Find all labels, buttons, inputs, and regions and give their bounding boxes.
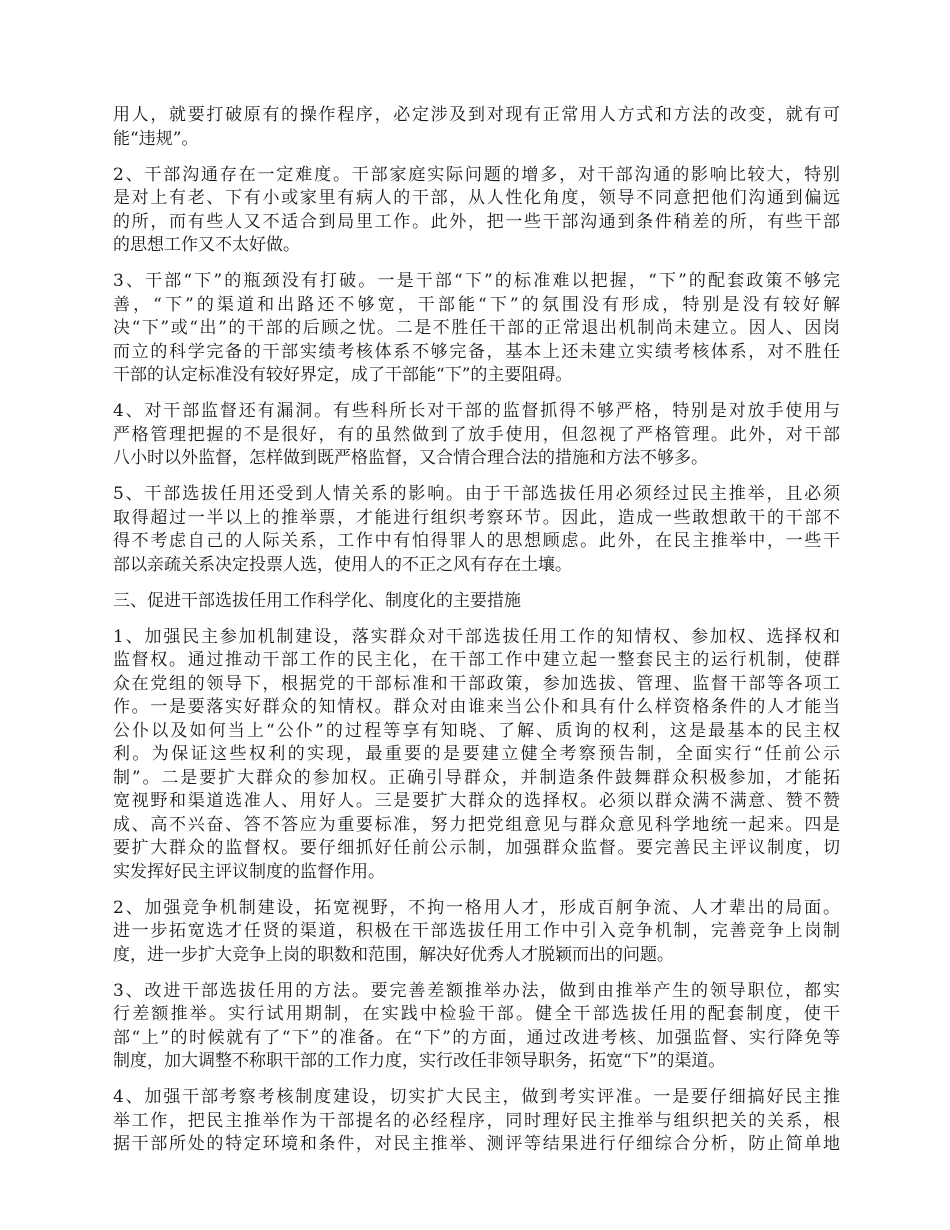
text-line: 4、对干部监督还有漏洞。有些科所长对干部的监督抓得不够严格，特别是对放手使用与 xyxy=(113,401,840,421)
paragraph xyxy=(113,1086,840,1157)
paragraph xyxy=(113,164,840,258)
text-line: 3、干部“下”的瓶颈没有打破。一是干部“下”的标准难以把握，“下”的配套政策不够完 xyxy=(113,271,840,291)
text-line: 制”。二是要扩大群众的参加权。正确引导群众，并制造条件鼓舞群众积极参加，才能拓 xyxy=(113,767,840,788)
text-line: 据干部所处的特定环境和条件，对民主推举、测评等结果进行仔细综合分析，防止简单地 xyxy=(113,1134,840,1154)
text-line: 能“违规”。 xyxy=(113,128,199,149)
text-line: 度，进一步扩大竞争上岗的职数和范围，解决好优秀人才脱颖而出的问题。 xyxy=(113,944,674,965)
text-line: 监督权。通过推动干部工作的民主化，在干部工作中建立起一整套民主的运行机制，使群 xyxy=(113,650,840,670)
text-line: 举工作，把民主推举作为干部提名的必经程序，同时理好民主推举与组织把关的关系，根 xyxy=(113,1110,840,1131)
text-line: 宽视野和渠道选准人、用好人。三是要扩大群众的选择权。必须以群众满不满意、赞不赞 xyxy=(113,791,840,811)
paragraph xyxy=(113,626,840,885)
text-line: 成、高不兴奋、答不答应为重要标准，努力把党组意见与群众意见科学地统一起来。四是 xyxy=(113,814,840,835)
text-line: 而立的科学完备的干部实绩考核体系不够完备，基本上还未建立实绩考核体系，对不胜任 xyxy=(113,341,840,362)
paragraph xyxy=(113,104,840,151)
text-line: 的思想工作又不太好做。 xyxy=(113,235,300,255)
text-line: 2、加强竞争机制建设，拓宽视野，不拘一格用人才，形成百舸争流、人才辈出的局面。 xyxy=(113,897,840,918)
text-line: 是对上有老、下有小或家里有病人的干部，从人性化角度，领导不同意把他们沟通到偏远 xyxy=(113,188,840,208)
paragraph xyxy=(113,980,840,1074)
paragraph xyxy=(113,270,840,388)
paragraph xyxy=(113,483,840,577)
paragraph xyxy=(113,897,840,968)
text-line: 的所，而有些人又不适合到局里工作。此外，把一些干部沟通到条件稍差的所，有些干部 xyxy=(113,211,840,232)
text-line: 4、加强干部考察考核制度建设，切实扩大民主，做到考实评准。一是要仔细搞好民主推 xyxy=(113,1087,840,1107)
text-line: 善，“下”的渠道和出路还不够宽，干部能“下”的氛围没有形成，特别是没有较好解 xyxy=(113,294,840,315)
text-line: 进一步拓宽选才任贤的渠道，积极在干部选拔任用工作中引入竞争机制，完善竞争上岗制 xyxy=(113,921,840,941)
text-line: 三、促进干部选拔任用工作科学化、制度化的主要措施 xyxy=(113,590,521,611)
text-line: 干部的认定标准没有较好界定，成了干部能“下”的主要阻碍。 xyxy=(113,365,573,385)
text-line: 取得超过一半以上的推举票，才能进行组织考察环节。因此，造成一些敢想敢干的干部不 xyxy=(113,507,840,528)
text-line: 部“上”的时候就有了“下”的准备。在“下”的方面，通过改进考核、加强监督、实行降免等 xyxy=(113,1027,840,1048)
text-line: 得不考虑自己的人际关系，工作中有怕得罪人的思想顾虑。此外，在民主推举中，一些干 xyxy=(113,531,840,551)
paragraph xyxy=(113,400,840,471)
paragraph xyxy=(113,590,840,614)
text-line: 2、干部沟通存在一定难度。干部家庭实际问题的增多，对干部沟通的影响比较大，特别 xyxy=(113,164,840,185)
text-line: 利。为保证这些权利的实现，最重要的是要建立健全考察预告制，全面实行“任前公示 xyxy=(113,744,840,764)
text-line: 决“下”或“出”的干部的后顾之忧。二是不胜任干部的正常退出机制尚未建立。因人、因岗 xyxy=(113,318,840,338)
text-line: 3、改进干部选拔任用的方法。要完善差额推举办法，做到由推举产生的领导职位，都实 xyxy=(113,980,840,1001)
text-line: 1、加强民主参加机制建设，落实群众对干部选拔任用工作的知情权、参加权、选择权和 xyxy=(113,626,840,647)
text-line: 严格管理把握的不是很好，有的虽然做到了放手使用，但忽视了严格管理。此外，对干部 xyxy=(113,424,840,445)
text-line: 作。一是要落实好群众的知情权。群众对由谁来当公仆和具有什么样资格条件的人才能当 xyxy=(113,697,840,717)
text-line: 用人，就要打破原有的操作程序，必定涉及到对现有正常用人方式和方法的改变，就有可 xyxy=(113,105,840,125)
text-line: 5、干部选拔任用还受到人情关系的影响。由于干部选拔任用必须经过民主推举，且必须 xyxy=(113,484,840,504)
text-line: 要扩大群众的监督权。要仔细抓好任前公示制，加强群众监督。要完善民主评议制度，切 xyxy=(113,838,840,858)
text-line: 制度，加大调整不称职干部的工作力度，实行改任非领导职务，拓宽“下”的渠道。 xyxy=(113,1051,726,1071)
text-line: 实发挥好民主评议制度的监督作用。 xyxy=(113,861,385,882)
text-line: 行差额推举。实行试用期制，在实践中检验干部。健全干部选拔任用的配套制度，使干 xyxy=(113,1004,840,1024)
text-line: 公仆以及如何当上“公仆”的过程等享有知晓、了解、质询的权利，这是最基本的民主权 xyxy=(113,720,840,741)
text-line: 众在党组的领导下，根据党的干部标准和干部政策，参加选拔、管理、监督干部等各项工 xyxy=(113,673,840,694)
text-line: 八小时以外监督，怎样做到既严格监督，又合情合理合法的措施和方法不够多。 xyxy=(113,448,708,468)
document-page xyxy=(113,104,840,1169)
text-line: 部以亲疏关系决定投票人选，使用人的不正之风有存在土壤。 xyxy=(113,554,572,575)
